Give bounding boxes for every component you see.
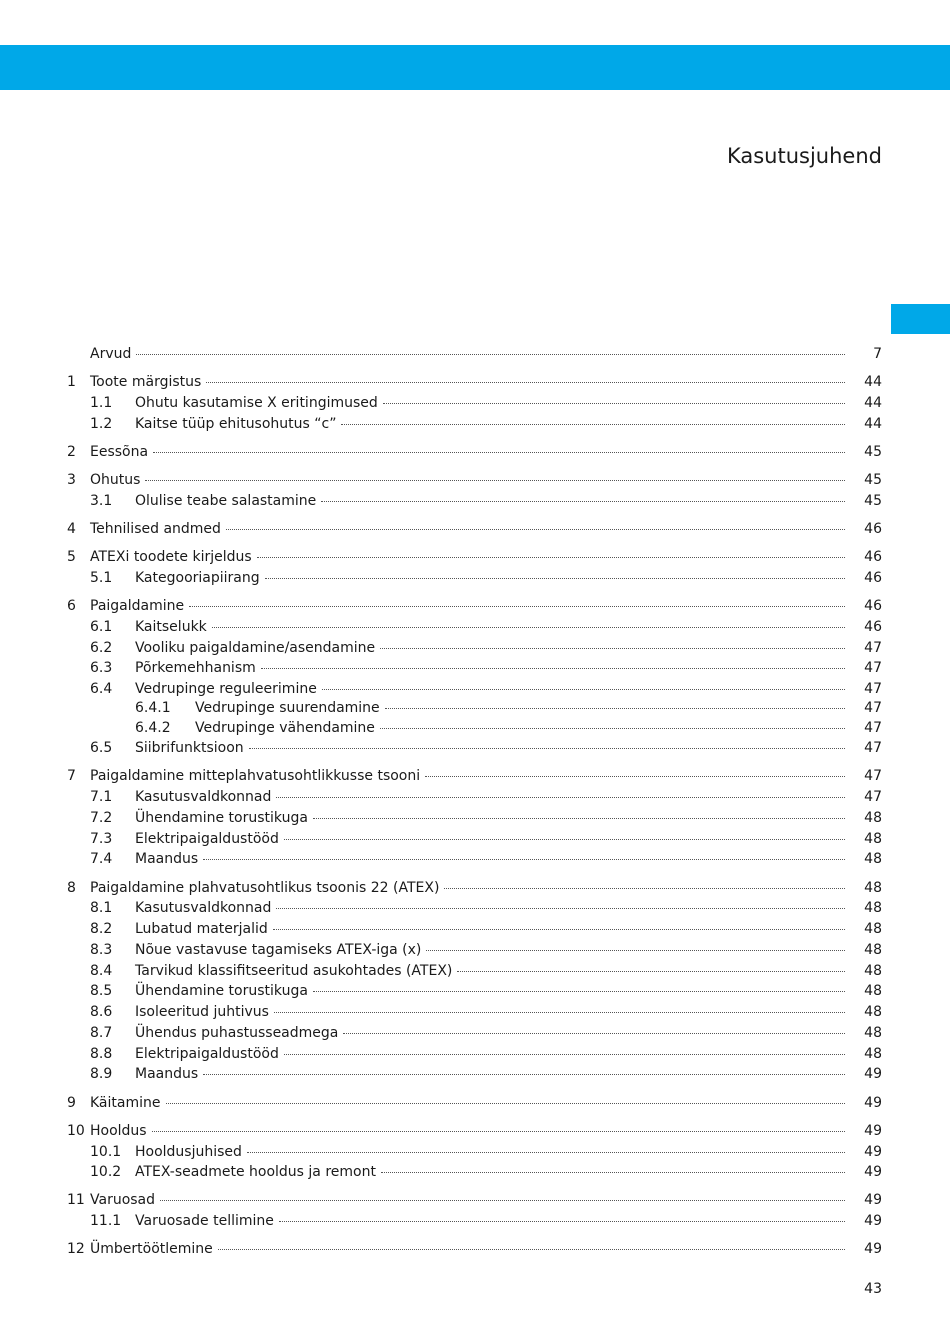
toc-entry-title: Paigaldamine (90, 598, 185, 614)
toc-entry-title: Hooldusjuhised (135, 1144, 242, 1160)
toc-dot-leader (381, 1170, 845, 1173)
toc-entry-title: Lubatud materjalid (135, 921, 268, 937)
toc-entry-number: 4 (67, 521, 76, 537)
toc-entry-page: 48 (864, 880, 882, 896)
toc-entry[interactable] (0, 617, 950, 637)
toc-dot-leader (457, 969, 845, 972)
toc-dot-leader (279, 1219, 845, 1222)
toc-entry-title: Ohutu kasutamise X eritingimused (135, 395, 378, 411)
toc-entry[interactable] (0, 1002, 950, 1022)
toc-entry-title: Vedrupinge reguleerimine (135, 681, 317, 697)
toc-entry-number: 7.2 (90, 810, 113, 826)
toc-entry[interactable] (0, 344, 950, 364)
toc-entry-title: Ohutus (90, 472, 141, 488)
toc-entry-page: 49 (864, 1164, 882, 1180)
toc-entry[interactable] (0, 766, 950, 786)
toc-entry-title: Kategooriapiirang (135, 570, 260, 586)
toc-entry-number: 8.4 (90, 963, 113, 979)
toc-entry-title: Ümbertöötlemine (90, 1241, 213, 1257)
toc-entry[interactable] (0, 718, 950, 738)
toc-entry[interactable] (0, 658, 950, 678)
toc-dot-leader (273, 927, 845, 930)
toc-entry[interactable] (0, 547, 950, 567)
toc-entry-page: 48 (864, 983, 882, 999)
toc-entry-page: 48 (864, 1046, 882, 1062)
toc-dot-leader (313, 989, 845, 992)
toc-entry-title: Olulise teabe salastamine (135, 493, 317, 509)
toc-entry-title: Kaitse tüüp ehitusohutus “c” (135, 416, 337, 432)
toc-entry[interactable] (0, 679, 950, 699)
toc-entry[interactable] (0, 1162, 950, 1182)
toc-entry-number: 8.5 (90, 983, 113, 999)
toc-entry-page: 47 (864, 768, 882, 784)
toc-entry-page: 49 (864, 1192, 882, 1208)
toc-entry-number: 8.7 (90, 1025, 113, 1041)
toc-entry-page: 48 (864, 963, 882, 979)
toc-entry-title: Paigaldamine mitteplahvatusohtlikkusse tsooni (90, 768, 421, 784)
toc-entry-title: Kasutusvaldkonnad (135, 789, 272, 805)
toc-entry-title: Varuosade tellimine (135, 1213, 274, 1229)
toc-entry-title: Varuosad (90, 1192, 156, 1208)
toc-dot-leader (203, 857, 845, 860)
toc-entry-number: 5.1 (90, 570, 113, 586)
toc-entry[interactable] (0, 442, 950, 462)
toc-entry[interactable] (0, 787, 950, 807)
toc-entry-number: 6.3 (90, 660, 113, 676)
toc-entry-number: 8.6 (90, 1004, 113, 1020)
toc-entry-page: 48 (864, 1025, 882, 1041)
toc-entry-title: Tarvikud klassifitseeritud asukohtades (ATEX) (135, 963, 453, 979)
toc-entry-page: 47 (864, 681, 882, 697)
toc-dot-leader (385, 706, 845, 709)
toc-entry[interactable] (0, 1023, 950, 1043)
toc-entry-number: 6.2 (90, 640, 113, 656)
toc-entry[interactable] (0, 981, 950, 1001)
toc-entry-page: 46 (864, 549, 882, 565)
toc-entry-page: 44 (864, 416, 882, 432)
toc-dot-leader (249, 746, 845, 749)
toc-entry-number: 7.1 (90, 789, 113, 805)
toc-entry-page: 47 (864, 700, 882, 716)
toc-dot-leader (189, 604, 845, 607)
toc-entry-number: 8.1 (90, 900, 113, 916)
toc-entry-page: 49 (864, 1213, 882, 1229)
toc-entry-page: 49 (864, 1095, 882, 1111)
toc-entry-number: 6.5 (90, 740, 113, 756)
toc-entry-number: 2 (67, 444, 76, 460)
toc-entry-page: 47 (864, 660, 882, 676)
toc-entry-title: Tehnilised andmed (90, 521, 221, 537)
toc-dot-leader (257, 555, 845, 558)
toc-dot-leader (203, 1072, 845, 1075)
toc-entry-number: 10.1 (90, 1144, 122, 1160)
toc-dot-leader (276, 906, 845, 909)
toc-dot-leader (284, 837, 845, 840)
toc-dot-leader (343, 1031, 845, 1034)
toc-dot-leader (276, 795, 845, 798)
toc-entry[interactable] (0, 568, 950, 588)
document-title: Kasutusjuhend (726, 144, 882, 168)
toc-entry-page: 48 (864, 810, 882, 826)
toc-entry[interactable] (0, 1190, 950, 1210)
toc-dot-leader (218, 1247, 845, 1250)
toc-entry[interactable] (0, 849, 950, 869)
toc-entry-number: 6.4.1 (135, 700, 171, 716)
toc-entry-page: 46 (864, 598, 882, 614)
toc-entry-title: Nõue vastavuse tagamiseks ATEX-iga (x) (135, 942, 422, 958)
toc-entry-page: 45 (864, 493, 882, 509)
toc-entry[interactable] (0, 1093, 950, 1113)
toc-entry-page: 49 (864, 1123, 882, 1139)
toc-entry-number: 6 (67, 598, 76, 614)
toc-entry-number: 8.9 (90, 1066, 113, 1082)
toc-entry[interactable] (0, 738, 950, 758)
toc-entry-title: Põrkemehhanism (135, 660, 256, 676)
toc-dot-leader (274, 1010, 845, 1013)
toc-entry[interactable] (0, 878, 950, 898)
toc-entry-number: 11.1 (90, 1213, 122, 1229)
toc-dot-leader (313, 816, 845, 819)
toc-entry[interactable] (0, 961, 950, 981)
toc-entry-page: 44 (864, 374, 882, 390)
toc-dot-leader (212, 625, 845, 628)
toc-entry-page: 46 (864, 521, 882, 537)
toc-entry-number: 6.4.2 (135, 720, 171, 736)
toc-entry-number: 7.3 (90, 831, 113, 847)
toc-entry-page: 48 (864, 900, 882, 916)
toc-entry[interactable] (0, 470, 950, 490)
toc-dot-leader (247, 1150, 845, 1153)
toc-entry-title: Eessõna (90, 444, 149, 460)
toc-entry-title: Arvud (90, 346, 132, 362)
toc-entry-number: 10.2 (90, 1164, 122, 1180)
toc-entry-number: 8.3 (90, 942, 113, 958)
toc-entry[interactable] (0, 898, 950, 918)
toc-dot-leader (321, 499, 845, 502)
toc-entry-number: 8 (67, 880, 76, 896)
toc-entry[interactable] (0, 1211, 950, 1231)
toc-entry-title: Elektripaigaldustööd (135, 1046, 279, 1062)
toc-entry[interactable] (0, 1121, 950, 1141)
toc-entry-page: 45 (864, 472, 882, 488)
toc-entry-page: 48 (864, 831, 882, 847)
toc-entry-page: 47 (864, 789, 882, 805)
toc-dot-leader (425, 774, 845, 777)
toc-entry-page: 7 (873, 346, 882, 362)
toc-dot-leader (322, 687, 845, 690)
toc-entry-number: 6.1 (90, 619, 113, 635)
toc-dot-leader (444, 886, 845, 889)
toc-dot-leader (261, 666, 845, 669)
toc-entry-title: Hooldus (90, 1123, 147, 1139)
toc-entry-title: Ühendus puhastusseadmega (135, 1025, 339, 1041)
toc-entry-page: 47 (864, 740, 882, 756)
toc-dot-leader (383, 401, 845, 404)
toc-dot-leader (341, 422, 845, 425)
toc-entry-title: Maandus (135, 851, 199, 867)
toc-dot-leader (153, 450, 845, 453)
toc-entry-page: 48 (864, 942, 882, 958)
toc-dot-leader (380, 726, 845, 729)
toc-entry-number: 10 (67, 1123, 85, 1139)
toc-entry-number: 12 (67, 1241, 85, 1257)
toc-entry-page: 49 (864, 1144, 882, 1160)
toc-dot-leader (160, 1198, 845, 1201)
toc-entry[interactable] (0, 638, 950, 658)
toc-entry[interactable] (0, 698, 950, 718)
toc-entry[interactable] (0, 1142, 950, 1162)
toc-entry[interactable] (0, 393, 950, 413)
toc-entry-title: Elektripaigaldustööd (135, 831, 279, 847)
toc-entry[interactable] (0, 372, 950, 392)
toc-entry-number: 8.8 (90, 1046, 113, 1062)
toc-dot-leader (426, 948, 845, 951)
toc-entry-title: Käitamine (90, 1095, 161, 1111)
toc-entry-number: 5 (67, 549, 76, 565)
toc-entry-title: ATEX-seadmete hooldus ja remont (135, 1164, 376, 1180)
toc-entry-number: 9 (67, 1095, 76, 1111)
toc-entry-page: 49 (864, 1066, 882, 1082)
toc-dot-leader (206, 380, 845, 383)
toc-entry-title: Toote märgistus (90, 374, 202, 390)
toc-entry[interactable] (0, 1064, 950, 1084)
toc-entry-title: ATEXi toodete kirjeldus (90, 549, 252, 565)
toc-entry-number: 6.4 (90, 681, 113, 697)
toc-entry-title: Siibrifunktsioon (135, 740, 244, 756)
toc-entry-page: 47 (864, 720, 882, 736)
toc-dot-leader (152, 1129, 845, 1132)
toc-entry-title: Ühendamine torustikuga (135, 810, 308, 826)
toc-entry-page: 48 (864, 921, 882, 937)
toc-entry-number: 1.1 (90, 395, 113, 411)
toc-entry-title: Paigaldamine plahvatusohtlikus tsoonis 22 (ATEX) (90, 880, 440, 896)
toc-entry-title: Ühendamine torustikuga (135, 983, 308, 999)
toc-dot-leader (145, 478, 845, 481)
toc-entry[interactable] (0, 940, 950, 960)
toc-dot-leader (284, 1052, 845, 1055)
toc-entry-page: 45 (864, 444, 882, 460)
toc-entry-page: 44 (864, 395, 882, 411)
toc-entry[interactable] (0, 808, 950, 828)
toc-entry[interactable] (0, 1239, 950, 1259)
toc-entry-title: Kaitselukk (135, 619, 207, 635)
toc-entry-page: 48 (864, 851, 882, 867)
toc-entry-title: Kasutusvaldkonnad (135, 900, 272, 916)
toc-entry[interactable] (0, 491, 950, 511)
toc-entry-number: 1.2 (90, 416, 113, 432)
toc-dot-leader (226, 527, 845, 530)
toc-entry[interactable] (0, 919, 950, 939)
toc-dot-leader (166, 1101, 846, 1104)
toc-entry-number: 7 (67, 768, 76, 784)
toc-entry-page: 46 (864, 570, 882, 586)
toc-entry-title: Vedrupinge vähendamine (195, 720, 375, 736)
toc-entry-title: Vooliku paigaldamine/asendamine (135, 640, 376, 656)
toc-entry-number: 3 (67, 472, 76, 488)
toc-entry-number: 3.1 (90, 493, 113, 509)
toc-dot-leader (265, 576, 845, 579)
page-number: 43 (864, 1281, 882, 1297)
toc-entry-number: 8.2 (90, 921, 113, 937)
toc-entry[interactable] (0, 1044, 950, 1064)
toc-entry-page: 46 (864, 619, 882, 635)
toc-entry-page: 49 (864, 1241, 882, 1257)
toc-entry[interactable] (0, 414, 950, 434)
toc-entry-number: 7.4 (90, 851, 113, 867)
toc-entry[interactable] (0, 519, 950, 539)
toc-entry-page: 47 (864, 640, 882, 656)
toc-entry-number: 1 (67, 374, 76, 390)
toc-dot-leader (136, 352, 845, 355)
toc-entry[interactable] (0, 596, 950, 616)
toc-entry-title: Vedrupinge suurendamine (195, 700, 380, 716)
toc-entry-page: 48 (864, 1004, 882, 1020)
toc-entry[interactable] (0, 829, 950, 849)
toc-entry-title: Maandus (135, 1066, 199, 1082)
toc-entry-number: 11 (67, 1192, 85, 1208)
toc-entry-title: Isoleeritud juhtivus (135, 1004, 269, 1020)
toc-dot-leader (380, 646, 845, 649)
